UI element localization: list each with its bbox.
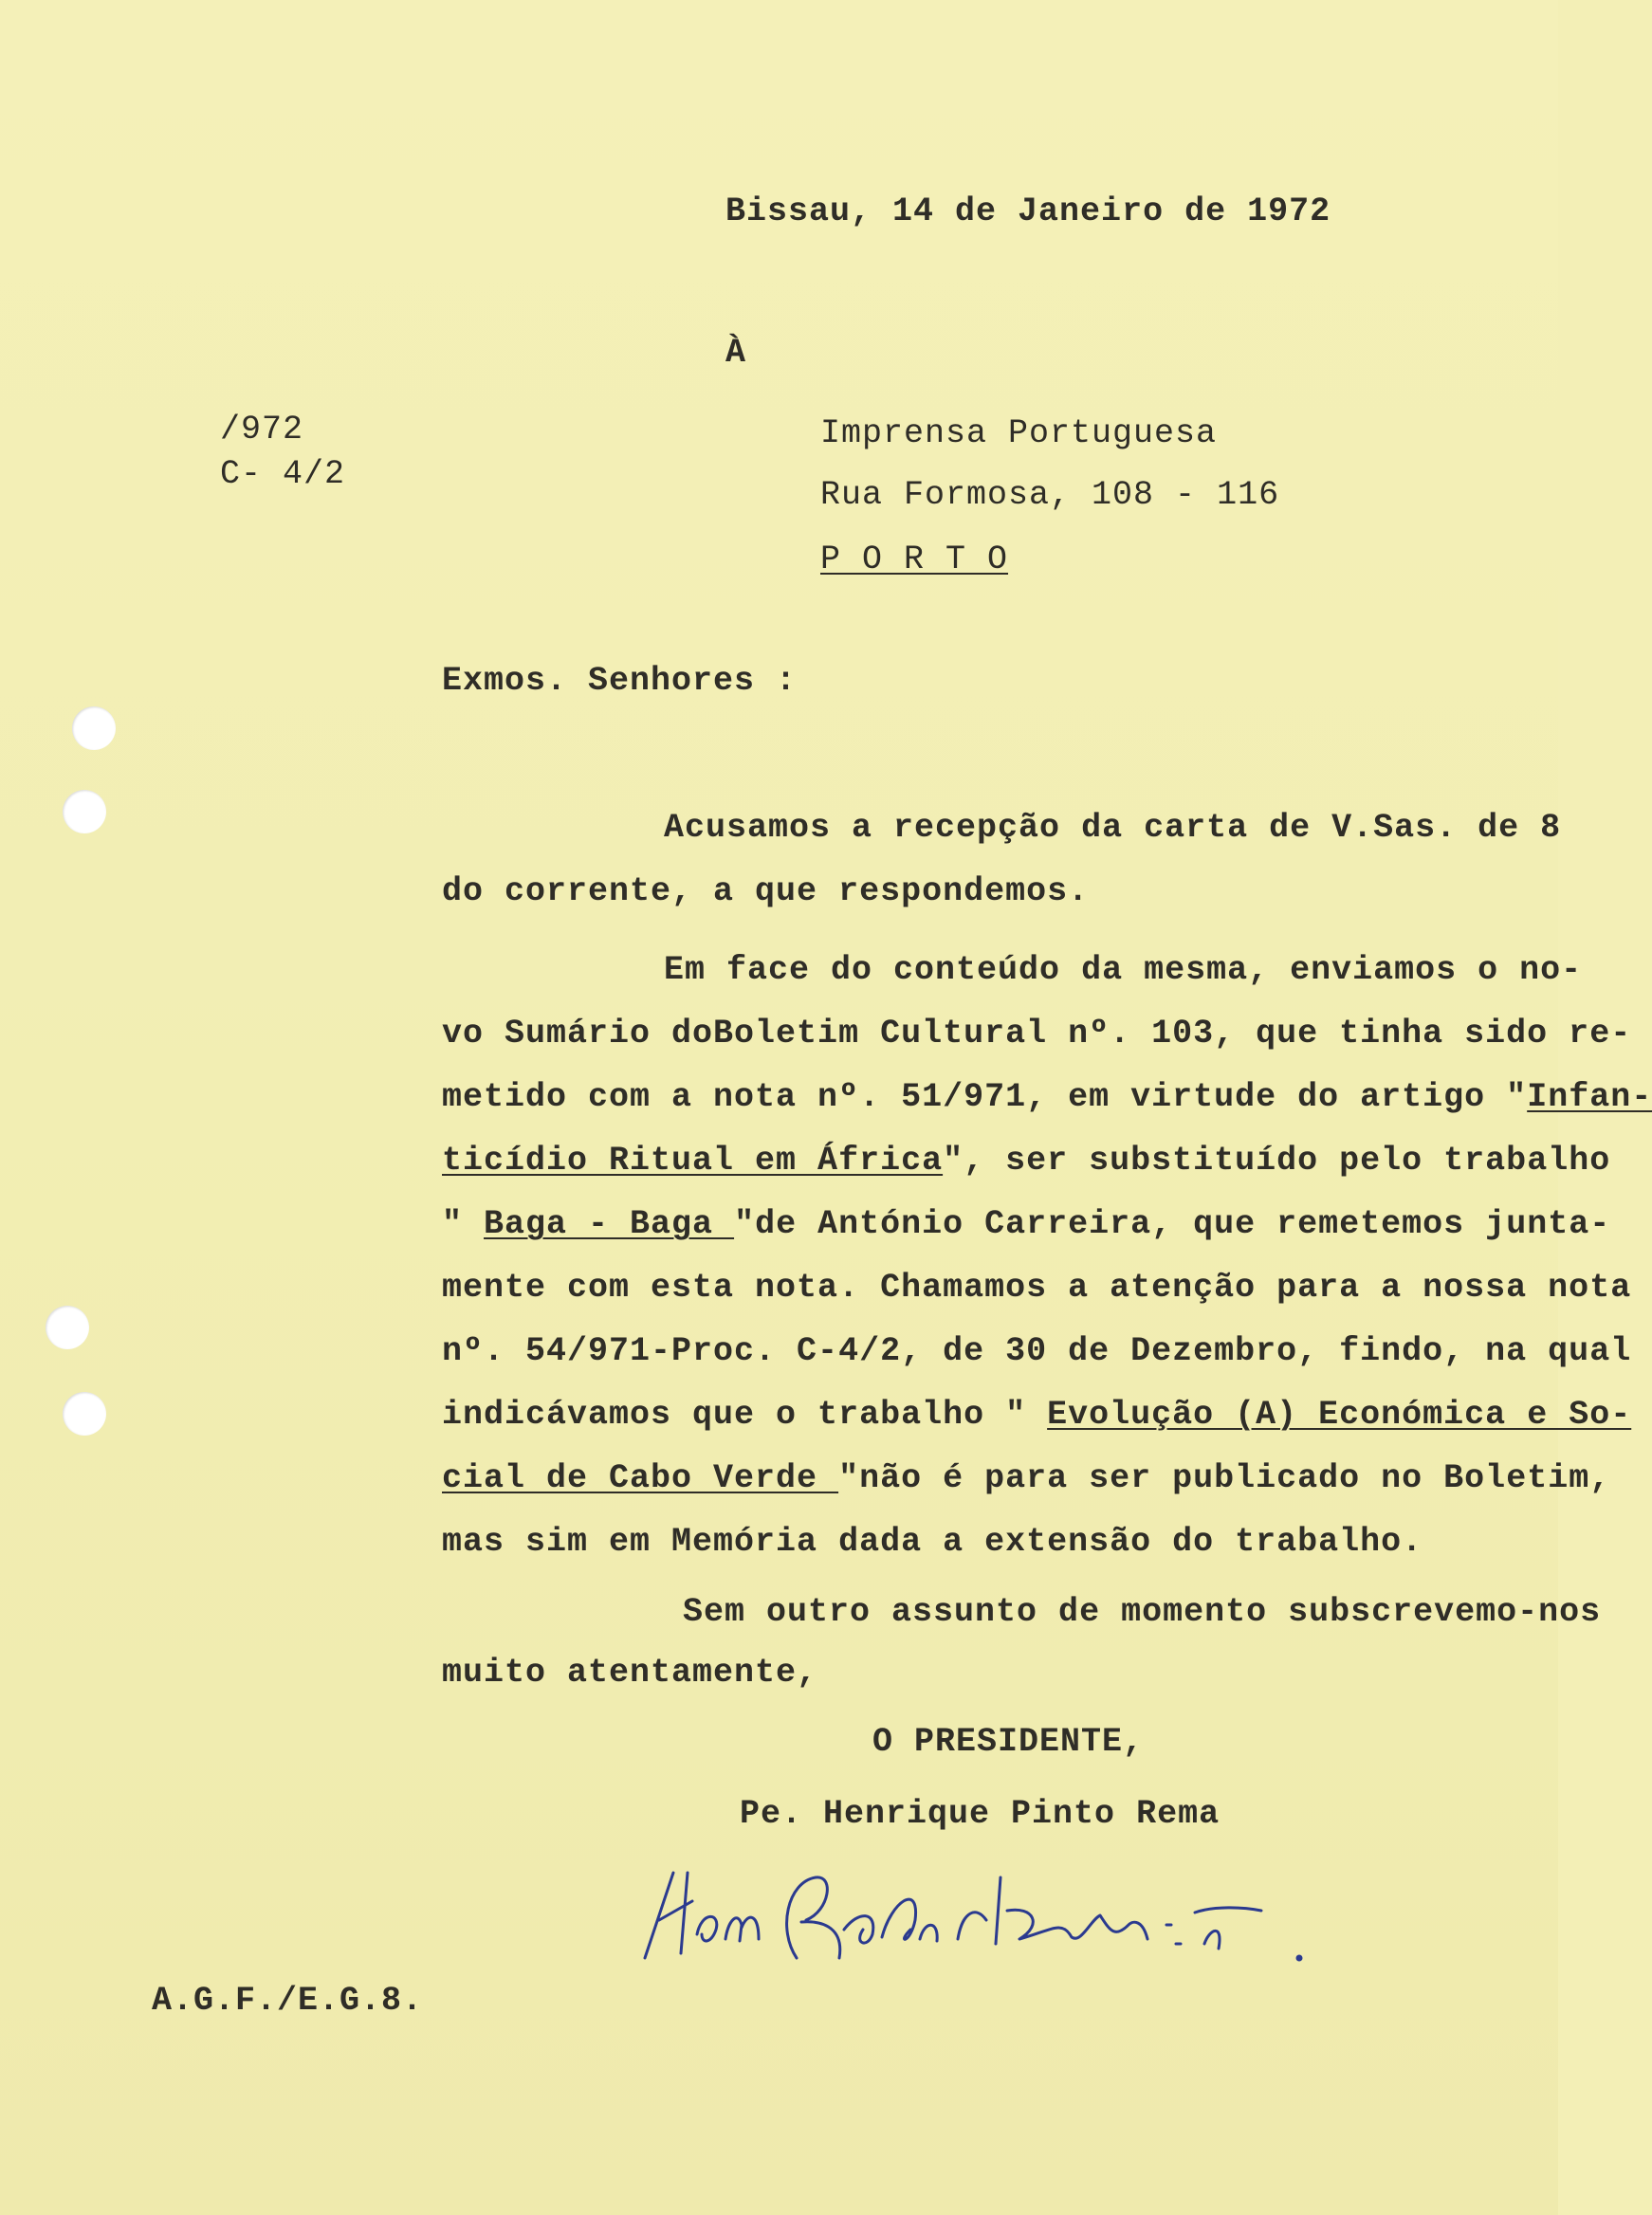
paragraph-2-line-7: nº. 54/971-Proc. C-4/2, de 30 de Dezembro, findo, na qual [442,1332,1632,1370]
initials: A.G.F./E.G.8. [152,1982,424,2020]
paragraph-2-line-1: Em face do conteúdo da mesma, enviamos o no- [664,951,1583,989]
signatory-name: Pe. Henrique Pinto Rema [740,1795,1221,1833]
reference-process: C- 4/2 [220,455,346,493]
handwritten-signature [635,1854,1413,1986]
paragraph-2-line-8 [442,1396,1631,1434]
punch-hole-1 [72,706,116,750]
paragraph-1-line-2: do corrente, a que respondemos. [442,872,1090,910]
paragraph-3-line-2: muito atentamente, [442,1654,818,1692]
paragraph-1-line-1: Acusamos a recepção da carta de V.Sas. de 8 [664,809,1562,847]
to-marker: À [725,334,747,372]
p2-line-5-text: "de António Carreira, que remetemos junta- [734,1205,1611,1243]
paragraph-2-line-5 [442,1205,1610,1243]
place-date: Bissau, 14 de Janeiro de 1972 [725,192,1331,230]
p2-line-9-text: "não é para ser publicado no Boletim, [838,1459,1611,1497]
p2-line-9-title: cial de Cabo Verde [442,1459,839,1497]
paragraph-2-line-10: mas sim em Memória dada a extensão do trabalho. [442,1523,1423,1561]
paragraph-2-line-4 [442,1142,1610,1180]
salutation: Exmos. Senhores : [442,662,798,700]
p2-line-8-title: Evolução (A) Económica e So- [1047,1396,1632,1434]
paragraph-3-line-1: Sem outro assunto de momento subscrevemo-nos [683,1593,1602,1631]
p2-line-8-text: indicávamos que o trabalho " [442,1396,1048,1434]
p2-line-4-title: ticídio Ritual em África [442,1142,944,1180]
p2-line-5-title: Baga - Baga [484,1205,735,1243]
reference-number: /972 [220,411,304,448]
p2-line-3-title: Infan- [1527,1078,1652,1116]
recipient-name: Imprensa Portuguesa [820,414,1218,452]
p2-line-4-text: ", ser substituído pelo trabalho [943,1142,1611,1180]
punch-hole-4 [63,1392,106,1436]
punch-hole-2 [63,790,106,833]
paragraph-2-line-9 [442,1459,1610,1497]
paragraph-2-line-6: mente com esta nota. Chamamos a atenção para a nossa nota [442,1269,1632,1307]
recipient-street: Rua Formosa, 108 - 116 [820,476,1280,514]
p2-line-3-text: metido com a nota nº. 51/971, em virtude do artigo " [442,1078,1528,1116]
punch-hole-3 [46,1306,89,1349]
p2-line-5-quote: " [442,1205,485,1243]
recipient-city: P O R T O [820,540,1009,578]
paragraph-2-line-2: vo Sumário doBoletim Cultural nº. 103, que tinha sido re- [442,1015,1632,1053]
closing-title: O PRESIDENTE, [872,1723,1145,1761]
paragraph-2-line-3 [442,1078,1652,1116]
